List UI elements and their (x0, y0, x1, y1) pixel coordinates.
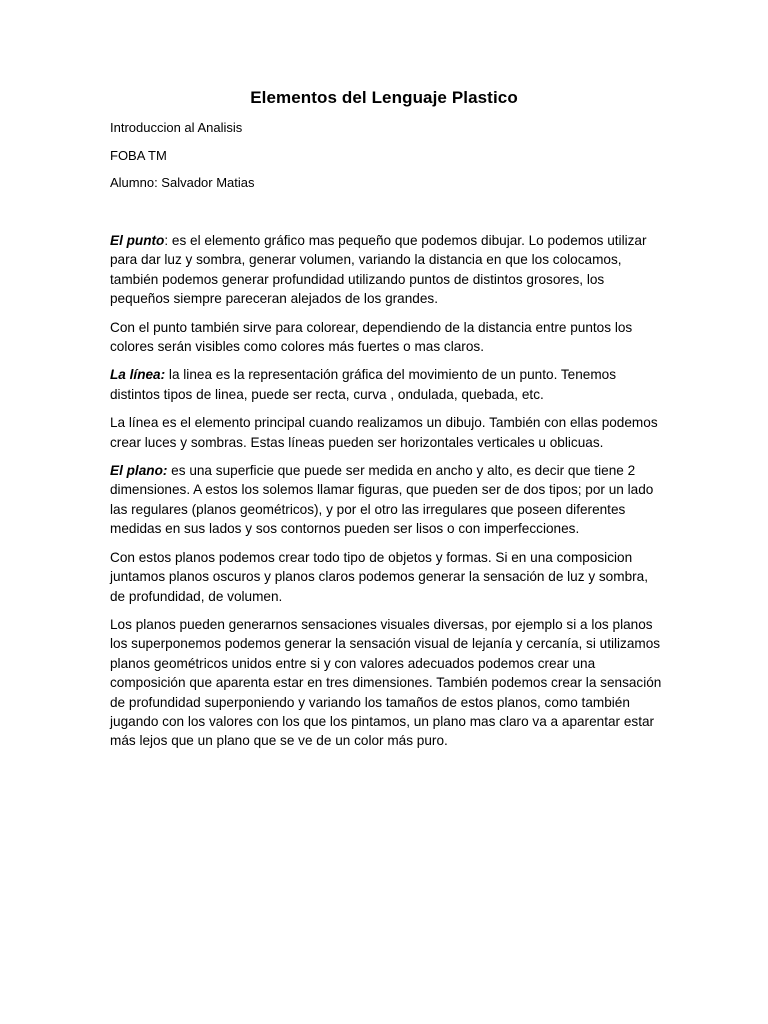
course-line: Introduccion al Analisis (110, 120, 243, 135)
document-body (110, 231, 662, 760)
paragraph-plano-formas: Con estos planos podemos crear todo tipo de objetos y formas. Si en una composicion juntamos planos oscuros y planos claros podemos generar la sensación de luz y sombra, de profundidad, de volumen. (110, 549, 648, 604)
term-punto: El punto (110, 233, 165, 248)
paragraph-punto-text: : es el elemento gráfico mas pequeño que podemos dibujar. Lo podemos utilizar para dar luz y sombra, generar volumen, variando la distancia en que los colocamos, también podemos generar profundidad utilizando puntos de distintos grosores, los pequeños siempre pareceran alejados de los grandes. (110, 233, 647, 307)
term-plano: El plano: (110, 463, 168, 479)
document-title: Elementos del Lenguaje Plastico (250, 88, 518, 107)
paragraph-plano-sensaciones: Los planos pueden generarnos sensaciones visuales diversas, por ejemplo si a los planos los superponemos podemos generar la sensación visual de lejanía y cercanía, si utilizamos planos geométricos unidos entre si y con valores adecuados podemos crear una composición que aparenta estar en tres dimensiones. También podemos crear la sensación de profundidad superponiendo y variando los tamaños de estos planos, como también jugando con los valores con los que los pintamos, un plano mas claro va a aparentar estar más lejos que un plano que se ve de un color más puro. (110, 616, 662, 749)
group-line: FOBA TM (110, 148, 167, 163)
paragraph-plano (110, 461, 662, 539)
term-linea: La línea: (110, 367, 166, 383)
paragraph-linea-dibujo: La línea es el elemento principal cuando realizamos un dibujo. También con ellas podemos crear luces y sombras. Estas líneas pueden ser horizontales verticales u oblicuas. (110, 415, 658, 450)
paragraph-punto (110, 231, 662, 309)
paragraph-linea (110, 365, 662, 404)
student-line: Alumno: Salvador Matias (110, 175, 255, 190)
paragraph-linea-text: la linea es la representación gráfica del movimiento de un punto. Tenemos distintos tipos de linea, puede ser recta, curva , ondulada, quebada, etc. (110, 367, 617, 402)
paragraph-punto-color: Con el punto también sirve para colorear, dependiendo de la distancia entre puntos los colores serán visibles como colores más fuertes o mas claros. (110, 319, 633, 355)
paragraph-plano-text: es una superficie que puede ser medida en ancho y alto, es decir que tiene 2 dimensiones. A estos los solemos llamar figuras, que pueden ser de dos tipos; por un lado las regulares (planos geométricos), y por el otro las irregulares que poseen diferentes medidas en sus lados y sos contornos pueden ser lisos o con imperfecciones. (110, 463, 654, 537)
